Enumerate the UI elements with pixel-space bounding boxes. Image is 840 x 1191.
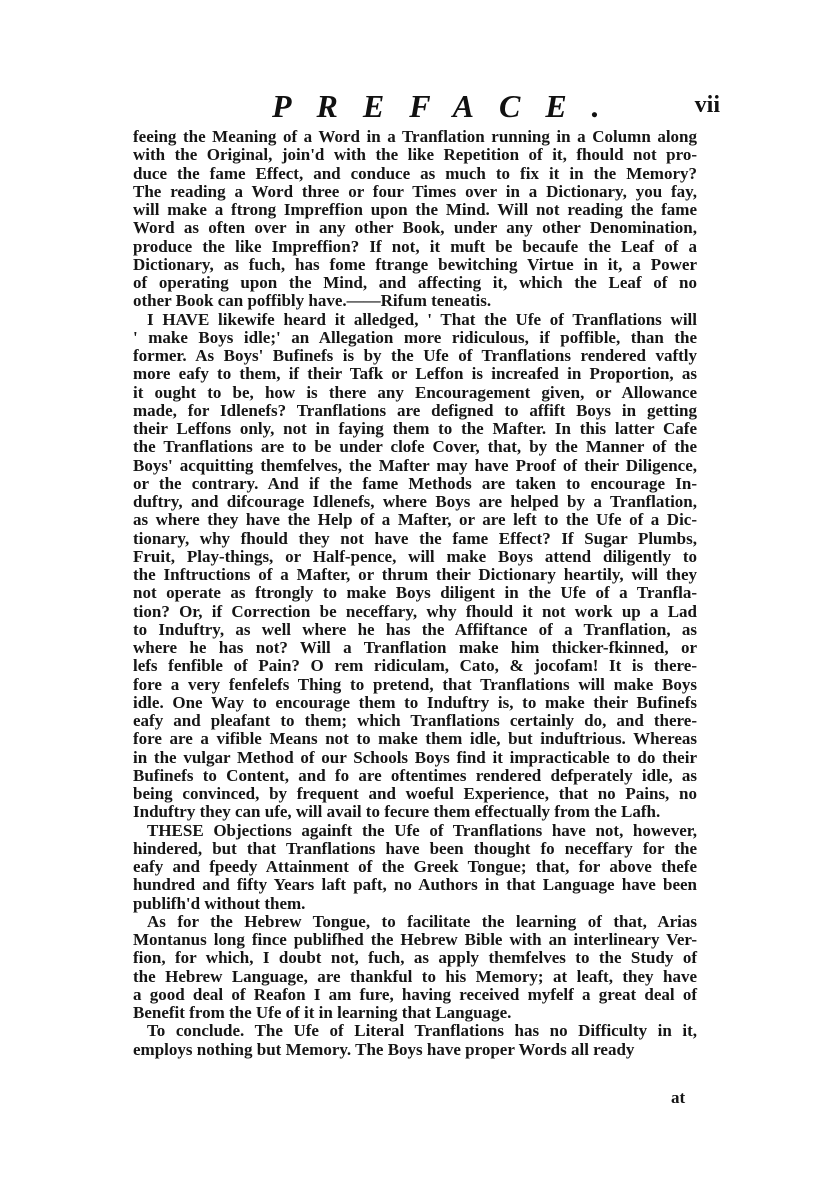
page-number: vii	[694, 92, 720, 118]
text-line: it ought to be, how is there any Encouragement given, or Allowance	[133, 382, 697, 402]
paragraph	[133, 1022, 697, 1059]
paragraph	[133, 311, 697, 822]
text-line: duftry, and difcourage Idlenefs, where Boys are helped by a Tranflation,	[133, 492, 697, 511]
text-line: Montanus long fince publifhed the Hebrew Bible with an interlineary Ver-	[133, 930, 697, 949]
text-line: lefs fenfible of Pain? O rem ridiculam, Cato, & jocofam! It is there-	[133, 656, 697, 676]
text-line: I HAVE likewife heard it alledged, ' That the Ufe of Tranflations will	[147, 309, 697, 329]
text-line: duce the fame Effect, and conduce as much to fix it in the Memory?	[133, 163, 697, 183]
text-line: the Hebrew Language, are thankful to his Memory; at leaft, they have	[133, 966, 697, 986]
text-line: as where they have the Help of a Mafter, or are left to the Ufe of a Dic-	[133, 510, 697, 530]
text-line: Bufinefs to Content, and fo are oftentimes rendered defperately idle, as	[133, 765, 697, 785]
text-line: will make a ftrong Impreffion upon the Mind. Will not reading the fame	[133, 200, 697, 219]
text-line: where he has not? Will a Tranflation make him thicker-fkinned, or	[133, 638, 697, 657]
text-line: To conclude. The Ufe of Literal Tranflations has no Difficulty in it,	[147, 1021, 697, 1041]
text-line: As for the Hebrew Tongue, to facilitate the learning of that, Arias	[147, 911, 697, 931]
text-line: hundred and fifty Years laft paft, no Authors in that Language have been	[133, 875, 697, 895]
text-line: to Induftry, as well where he has the Affiftance of a Tranflation, as	[133, 619, 697, 639]
text-line: other Book can poffibly have.——Rifum teneatis.	[133, 291, 492, 311]
text-line: former. As Boys' Bufinefs is by the Ufe of Tranflations rendered vaftly	[133, 346, 697, 365]
paragraph	[133, 913, 697, 1023]
text-line: of operating upon the Mind, and affecting it, which the Leaf of no	[133, 273, 697, 292]
text-line: not operate as ftrongly to make Boys diligent in the Ufe of a Tranfla-	[133, 583, 697, 603]
text-line: in the vulgar Method of our Schools Boys find it impracticable to do their	[133, 747, 697, 767]
text-line: Boys' acquitting themfelves, the Mafter may have Proof of their Diligence,	[133, 455, 697, 475]
text-line: ' make Boys idle;' an Allegation more ridiculous, if poffible, than the	[133, 327, 697, 347]
text-line: with the Original, join'd with the like Repetition of it, fhould not pro-	[133, 145, 697, 165]
text-line: Dictionary, as fuch, has fome ftrange bewitching Virtue in it, a Power	[133, 254, 697, 274]
text-line: hindered, but that Tranflations have been thought fo neceffary for the	[133, 838, 697, 858]
text-line: eafy and pleafant to them; which Tranflations certainly do, and there-	[133, 711, 697, 730]
text-line: tion? Or, if Correction be neceffary, why fhould it not work up a Lad	[133, 601, 697, 621]
text-line: being convinced, by frequent and woeful Experience, that no Pains, no	[133, 784, 697, 803]
text-line: fion, for which, I doubt not, fuch, as apply themfelves to the Study of	[133, 948, 697, 968]
text-line: tionary, why fhould they not have the fame Effect? If Sugar Plumbs,	[133, 528, 697, 548]
text-line: THESE Objections againft the Ufe of Tranflations have not, however,	[147, 820, 697, 840]
text-line: Word as often over in any other Book, under any other Denomination,	[133, 218, 697, 238]
text-line: employs nothing but Memory. The Boys have proper Words all ready	[133, 1039, 635, 1059]
text-line: their Leffons only, not in faying them to the Mafter. In this latter Cafe	[133, 419, 697, 438]
text-line: fore are a vifible Means not to make them idle, but induftrious. Whereas	[133, 729, 697, 749]
text-line: Benefit from the Ufe of it in learning that Language.	[133, 1003, 512, 1022]
text-line: The reading a Word three or four Times over in a Dictionary, you fay,	[133, 181, 697, 201]
catchword: at	[671, 1088, 686, 1107]
paragraph	[133, 822, 697, 913]
text-line: more eafy to them, if their Tafk or Leffon is increafed in Proportion, as	[133, 364, 697, 384]
text-line: the Inftructions of a Mafter, or thrum their Dictionary heartily, will they	[133, 565, 697, 584]
text-line: idle. One Way to encourage them to Induftry is, to make their Bufinefs	[133, 692, 697, 712]
page-header	[120, 86, 720, 130]
text-line: fore a very fenfelefs Thing to pretend, that Tranflations will make Boys	[133, 674, 697, 694]
text-line: produce the like Impreffion? If not, it muft be becaufe the Leaf of a	[133, 236, 697, 256]
text-line: eafy and fpeedy Attainment of the Greek Tongue; that, for above thefe	[133, 857, 697, 876]
text-line: feeing the Meaning of a Word in a Tranflation running in a Column along	[133, 127, 697, 146]
text-line: made, for Idlenefs? Tranflations are defigned to affift Boys in getting	[133, 400, 697, 420]
paragraph	[133, 128, 697, 311]
text-line: publifh'd without them.	[133, 893, 306, 913]
running-title: PREFACE.	[272, 88, 625, 124]
text-line: the Tranflations are to be under clofe Cover, that, by the Manner of the	[133, 437, 697, 457]
text-line: or the contrary. And if the fame Methods are taken to encourage In-	[133, 473, 697, 493]
body-text	[133, 128, 697, 1059]
text-line: Fruit, Play-things, or Half-pence, will make Boys attend diligently to	[133, 546, 697, 566]
text-line: Induftry they can ufe, will avail to fecure them effectually from the Lafh.	[133, 802, 661, 822]
text-line: a good deal of Reafon I am fure, having received myfelf a great deal of	[133, 984, 697, 1004]
